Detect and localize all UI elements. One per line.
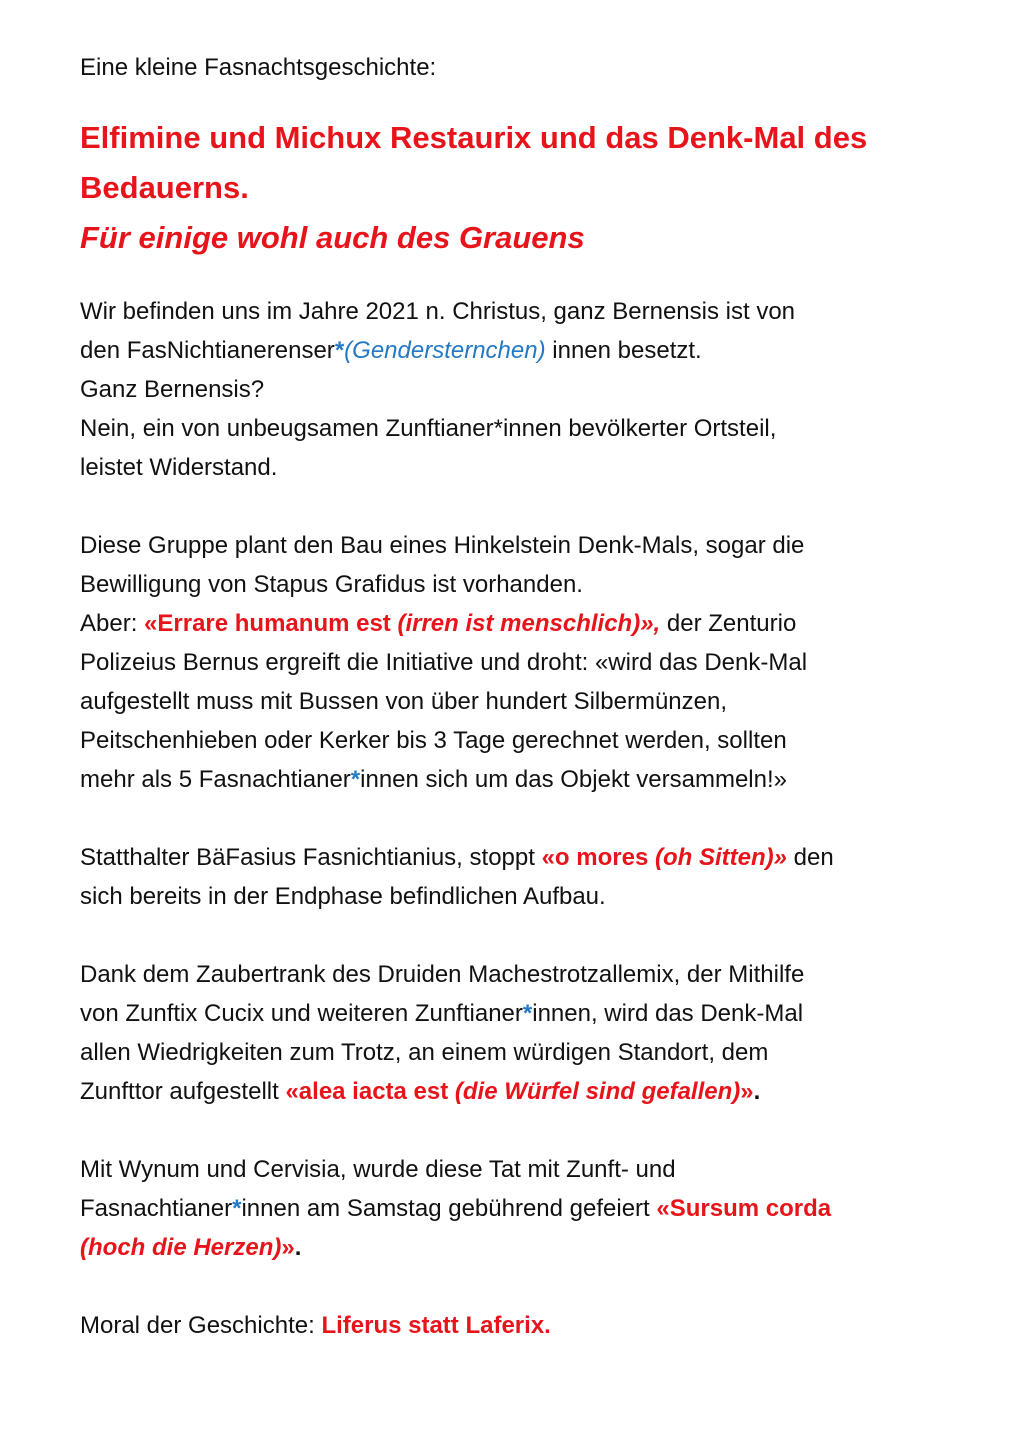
moral-label: Moral der Geschichte: bbox=[80, 1312, 322, 1339]
p1-text-c: innen besetzt. bbox=[545, 337, 702, 364]
p1-text-b: den FasNichtianerenser bbox=[80, 337, 335, 364]
title-line-2: Bedauerns. bbox=[80, 170, 249, 205]
p1-line-4: Nein, ein von unbeugsamen Zunftianer*innen bevölkerter Ortsteil, bbox=[80, 415, 777, 442]
latin-quote-sursum: «Sursum corda bbox=[656, 1195, 832, 1222]
title-line-1: Elfimine und Michux Restaurix und das Denk-Mal des bbox=[80, 120, 868, 155]
p5-line-1: Mit Wynum und Cervisia, wurde diese Tat mit Zunft- und bbox=[80, 1156, 676, 1183]
p4-line-3: allen Wiedrigkeiten zum Trotz, an einem würdigen Standort, dem bbox=[80, 1039, 769, 1066]
p5-text-b: Fasnachtianer bbox=[80, 1195, 233, 1222]
paragraph-3 bbox=[80, 838, 950, 916]
gender-note: (Gendersternchen) bbox=[344, 337, 546, 364]
intro-line: Eine kleine Fasnachtsgeschichte: bbox=[80, 54, 437, 81]
p4-text-b: von Zunftix Cucix und weiteren Zunftianer bbox=[80, 1000, 523, 1027]
paragraph-5 bbox=[80, 1150, 950, 1267]
gender-star: * bbox=[522, 1000, 533, 1027]
p2-line-1: Diese Gruppe plant den Bau eines Hinkelstein Denk-Mals, sogar die bbox=[80, 532, 805, 559]
gender-star: * bbox=[350, 766, 361, 793]
quote-close: » bbox=[281, 1234, 295, 1261]
moral-value: Liferus statt Laferix. bbox=[321, 1312, 551, 1339]
p4-text-e: Zunfttor aufgestellt bbox=[80, 1078, 286, 1105]
paragraph-4 bbox=[80, 955, 950, 1111]
p3-text-b: den bbox=[786, 844, 834, 871]
paragraph-1 bbox=[80, 292, 950, 487]
story-subtitle: Für einige wohl auch des Grauens bbox=[80, 220, 585, 255]
p3-line-2: sich bereits in der Endphase befindlichen Aufbau. bbox=[80, 883, 606, 910]
paragraph-2 bbox=[80, 526, 950, 799]
p3-text-a: Statthalter BäFasius Fasnichtianius, stoppt bbox=[80, 844, 542, 871]
p2-text-d: der Zenturio bbox=[660, 610, 797, 637]
p5-text-c: innen am Samstag gebührend gefeiert bbox=[241, 1195, 657, 1222]
p4-line-1: Dank dem Zaubertrank des Druiden Machestrotzallemix, der Mithilfe bbox=[80, 961, 805, 988]
p4-text-c: innen, wird das Denk-Mal bbox=[532, 1000, 804, 1027]
latin-quote-alea: «alea iacta est bbox=[285, 1078, 455, 1105]
latin-translation-alea: (die Würfel sind gefallen) bbox=[454, 1078, 741, 1105]
latin-quote-mores: «o mores bbox=[541, 844, 655, 871]
sentence-dot: . bbox=[294, 1234, 302, 1261]
p1-line-1: Wir befinden uns im Jahre 2021 n. Christus, ganz Bernensis ist von bbox=[80, 298, 796, 325]
story-title bbox=[80, 113, 950, 213]
p1-line-5: leistet Widerstand. bbox=[80, 454, 278, 481]
p2-text-h: mehr als 5 Fasnachtianer bbox=[80, 766, 351, 793]
latin-translation-sursum: (hoch die Herzen) bbox=[80, 1234, 282, 1261]
document-page bbox=[80, 48, 950, 1345]
quote-close: » bbox=[740, 1078, 754, 1105]
latin-translation-errare: (irren ist menschlich)», bbox=[397, 610, 661, 637]
p2-text-i: innen sich um das Objekt versammeln!» bbox=[360, 766, 787, 793]
sentence-dot: . bbox=[753, 1078, 761, 1105]
p2-line-5: aufgestellt muss mit Bussen von über hundert Silbermünzen, bbox=[80, 688, 728, 715]
moral-line bbox=[80, 1306, 950, 1345]
gender-star: * bbox=[232, 1195, 242, 1222]
latin-translation-mores: (oh Sitten)» bbox=[654, 844, 787, 871]
p2-line-6: Peitschenhieben oder Kerker bis 3 Tage gerechnet werden, sollten bbox=[80, 727, 787, 754]
p1-line-3: Ganz Bernensis? bbox=[80, 376, 265, 403]
gender-star: * bbox=[334, 337, 345, 364]
latin-quote-errare: «Errare humanum est bbox=[144, 610, 398, 637]
p2-line-2: Bewilligung von Stapus Grafidus ist vorhanden. bbox=[80, 571, 583, 598]
p2-line-4: Polizeius Bernus ergreift die Initiative und droht: «wird das Denk-Mal bbox=[80, 649, 808, 676]
p2-text-c: Aber: bbox=[80, 610, 145, 637]
